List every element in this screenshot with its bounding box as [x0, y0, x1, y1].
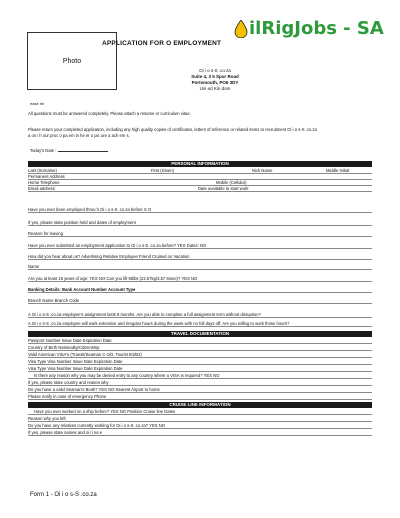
- cruise-row[interactable]: Do you have any relatives currently working for Oi i o s-S .co.za? YES NO: [28, 423, 372, 429]
- travel-row[interactable]: Is there any reason why you may be denied entry to any country where a VISA is required? YES NO: [28, 373, 372, 379]
- oil-drop-icon: [234, 20, 248, 38]
- question-row[interactable]: Are you at least 18 years of age: YES NO Can you lift 55lbs (22.67kg/3.57 stone)? YES NO: [28, 276, 372, 282]
- travel-row[interactable]: Please notify in case of emergency Phone: [28, 394, 372, 400]
- question-row[interactable]: Have you ever submitted an employment application to Oi i o s-S .co.za before? YES Dates: NO: [28, 243, 372, 249]
- intro-line: a on i h our proc o pa em in he er o pic ure a ach em s.: [28, 133, 130, 138]
- field-label: Middle Initial: [326, 168, 350, 173]
- cruise-section-header: CRUISE LINE INFORMATION: [28, 402, 372, 408]
- print-note: ease rin: [30, 101, 45, 106]
- date-label: Today's Date :: [30, 148, 57, 153]
- cruise-row[interactable]: Have you ever worked on a ship before? YES NO Position Cruise line Dates: [28, 409, 372, 415]
- travel-row[interactable]: Passport Number Issue Date Expiration Date: [28, 338, 372, 344]
- company-address: [140, 68, 290, 92]
- travel-row[interactable]: Country of Birth Nationality/Citizenship: [28, 345, 372, 351]
- question-row[interactable]: A Oi i o s-S .co.za employee will work extensive and irregular hours during the week with no full days off. Are you willing to work those hours?: [28, 321, 372, 327]
- cruise-row[interactable]: If yes, please state names and oi ri na e: [28, 430, 372, 436]
- field-label: Date available to start work: [198, 186, 249, 191]
- email-row[interactable]: [28, 186, 372, 192]
- field-label: Nick Name: [252, 168, 273, 173]
- field-label: Home Telephone: [28, 180, 60, 185]
- form-footer: Form 1 - Oi i o s-S .co.za: [30, 492, 97, 498]
- address-line: Suite 4, 3 5 Spur Road: [191, 74, 239, 79]
- address-line: Uni ed Kin dom: [199, 86, 231, 91]
- intro-line: All questions must be answered completely. Please attach a resume or curriculum vitae.: [28, 111, 191, 116]
- field-label: Last (Surname): [28, 168, 57, 173]
- travel-section-header: TRAVEL DOCUMENTATION: [28, 331, 372, 337]
- banking-row[interactable]: Banking Details: Bank Account Number Account Type: [28, 287, 372, 293]
- application-title: APPLICATION FOR O EMPLOYMENT: [102, 40, 222, 47]
- company-logo: [234, 18, 384, 39]
- date-field[interactable]: [58, 148, 108, 152]
- question-row[interactable]: A Oi i o s-S .co.za employee's assignment lasts 8 months. Are you able to complete a full assignment term without disruption?: [28, 312, 372, 318]
- field-label: Permanent Address: [28, 174, 65, 179]
- question-row[interactable]: Name: [28, 264, 372, 270]
- todays-date-row: [30, 148, 108, 154]
- field-label: First (Given): [151, 168, 175, 173]
- branch-row[interactable]: Branch Name Branch Code: [28, 298, 372, 304]
- question-row[interactable]: Have you ever been employed throu h Oi i o s-S .co.za before S O: [28, 207, 372, 213]
- cruise-row[interactable]: Reason why you left: [28, 416, 372, 422]
- travel-row[interactable]: Visa Type Visa Number Issue Date Expiration Date: [28, 359, 372, 365]
- question-row[interactable]: If yes, please state position held and dates of employment: [28, 220, 372, 226]
- photo-label: Photo: [62, 57, 82, 65]
- intro-line: Please return your completed application, including any high quality copies of certificates, letters of reference or related items to recruitment Oi i o s-S .co.za: [28, 127, 317, 132]
- travel-row[interactable]: If yes, please state country and reason why: [28, 380, 372, 386]
- travel-row[interactable]: Visa Type Visa Number Issue Date Expiration Date: [28, 366, 372, 372]
- field-label: Mobile (Cellular): [216, 180, 247, 185]
- travel-row[interactable]: Do you have a valid Seaman's Book? YES NO Nearest Airport to home: [28, 387, 372, 393]
- question-row[interactable]: Reason for leaving: [28, 231, 372, 237]
- travel-row[interactable]: Valid American VISA's (Transit/Seaman C-1/D, Tourist B1/B2): [28, 352, 372, 358]
- address-line: Portsmouth, PO6 3DY: [191, 80, 239, 85]
- logo-text: ilRigJobs - SA: [249, 18, 384, 39]
- personal-section-header: PERSONAL INFORMATION: [28, 161, 372, 167]
- field-label: Email address:: [28, 186, 56, 191]
- question-row[interactable]: How did you hear about us? Advertising Relative Employee Friend Cruised on Vacation: [28, 254, 372, 260]
- address-line: Oi i o s-S .co.za: [199, 68, 231, 73]
